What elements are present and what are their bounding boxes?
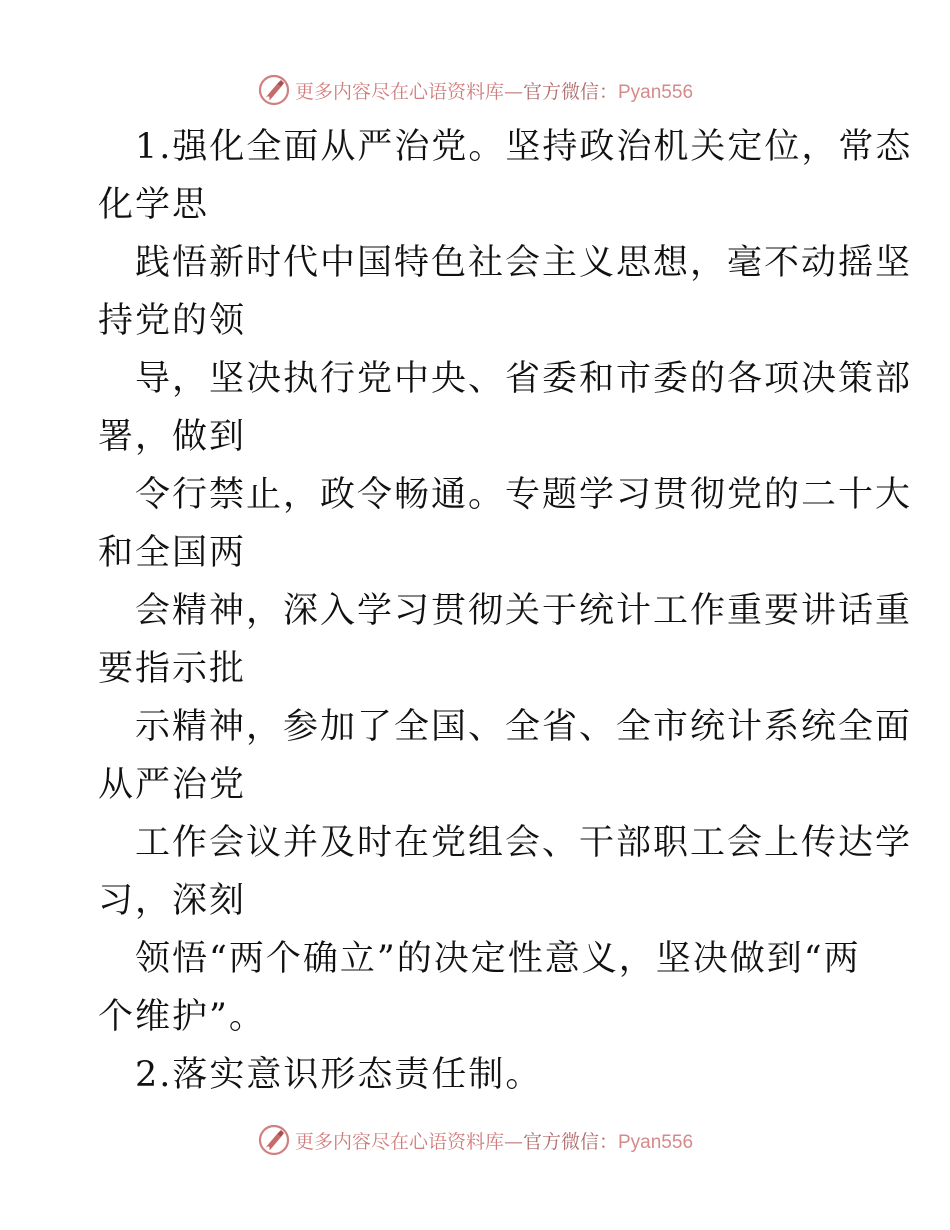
pen-nib-logo-icon: [257, 1123, 291, 1157]
watermark-wechat-label: 官方微信：: [522, 1130, 618, 1153]
watermark-handle: Pyan556: [618, 81, 694, 103]
paragraph-line: 署，做到: [98, 417, 247, 457]
paragraph-line: 化学思: [98, 185, 210, 225]
footer-watermark-banner: [0, 1120, 950, 1160]
paragraph-line: 令行禁止，政令畅通。专题学习贯彻党的二十大: [135, 475, 913, 515]
watermark-separator: —: [503, 1130, 523, 1153]
paragraph-line: 领悟“两个确立”的决定性意义，坚决做到“两: [135, 939, 861, 979]
watermark-main-text: 更多内容尽在心语资料库: [294, 80, 504, 103]
paragraph-line: 1.强化全面从严治党。坚持政治机关定位，常态: [135, 127, 913, 167]
paragraph-line: 导，坚决执行党中央、省委和市委的各项决策部: [135, 359, 913, 399]
paragraph-line: 从严治党: [98, 765, 247, 805]
watermark-handle: Pyan556: [618, 1131, 694, 1153]
paragraph-line: 和全国两: [98, 533, 247, 573]
pen-nib-logo-icon: [257, 73, 291, 107]
paragraph-line: 会精神，深入学习贯彻关于统计工作重要讲话重: [135, 591, 913, 631]
paragraph-line: 个维护”。: [98, 997, 266, 1037]
watermark-wechat-label: 官方微信：: [522, 80, 618, 103]
paragraph-line: 习，深刻: [98, 881, 247, 921]
header-watermark-banner: [0, 70, 950, 110]
paragraph-line: 持党的领: [98, 301, 247, 341]
paragraph-line: 工作会议并及时在党组会、干部职工会上传达学: [135, 823, 913, 863]
paragraph-line: 2.落实意识形态责任制。: [135, 1055, 543, 1095]
watermark-text: [295, 1127, 693, 1154]
paragraph-line: 要指示批: [98, 649, 247, 689]
watermark-separator: —: [503, 80, 523, 103]
paragraph-line: 践悟新时代中国特色社会主义思想，毫不动摇坚: [135, 243, 913, 283]
paragraph-line: 示精神，参加了全国、全省、全市统计系统全面: [135, 707, 913, 747]
watermark-main-text: 更多内容尽在心语资料库: [294, 1130, 504, 1153]
watermark-text: [295, 77, 693, 104]
document-body: [98, 118, 913, 1104]
